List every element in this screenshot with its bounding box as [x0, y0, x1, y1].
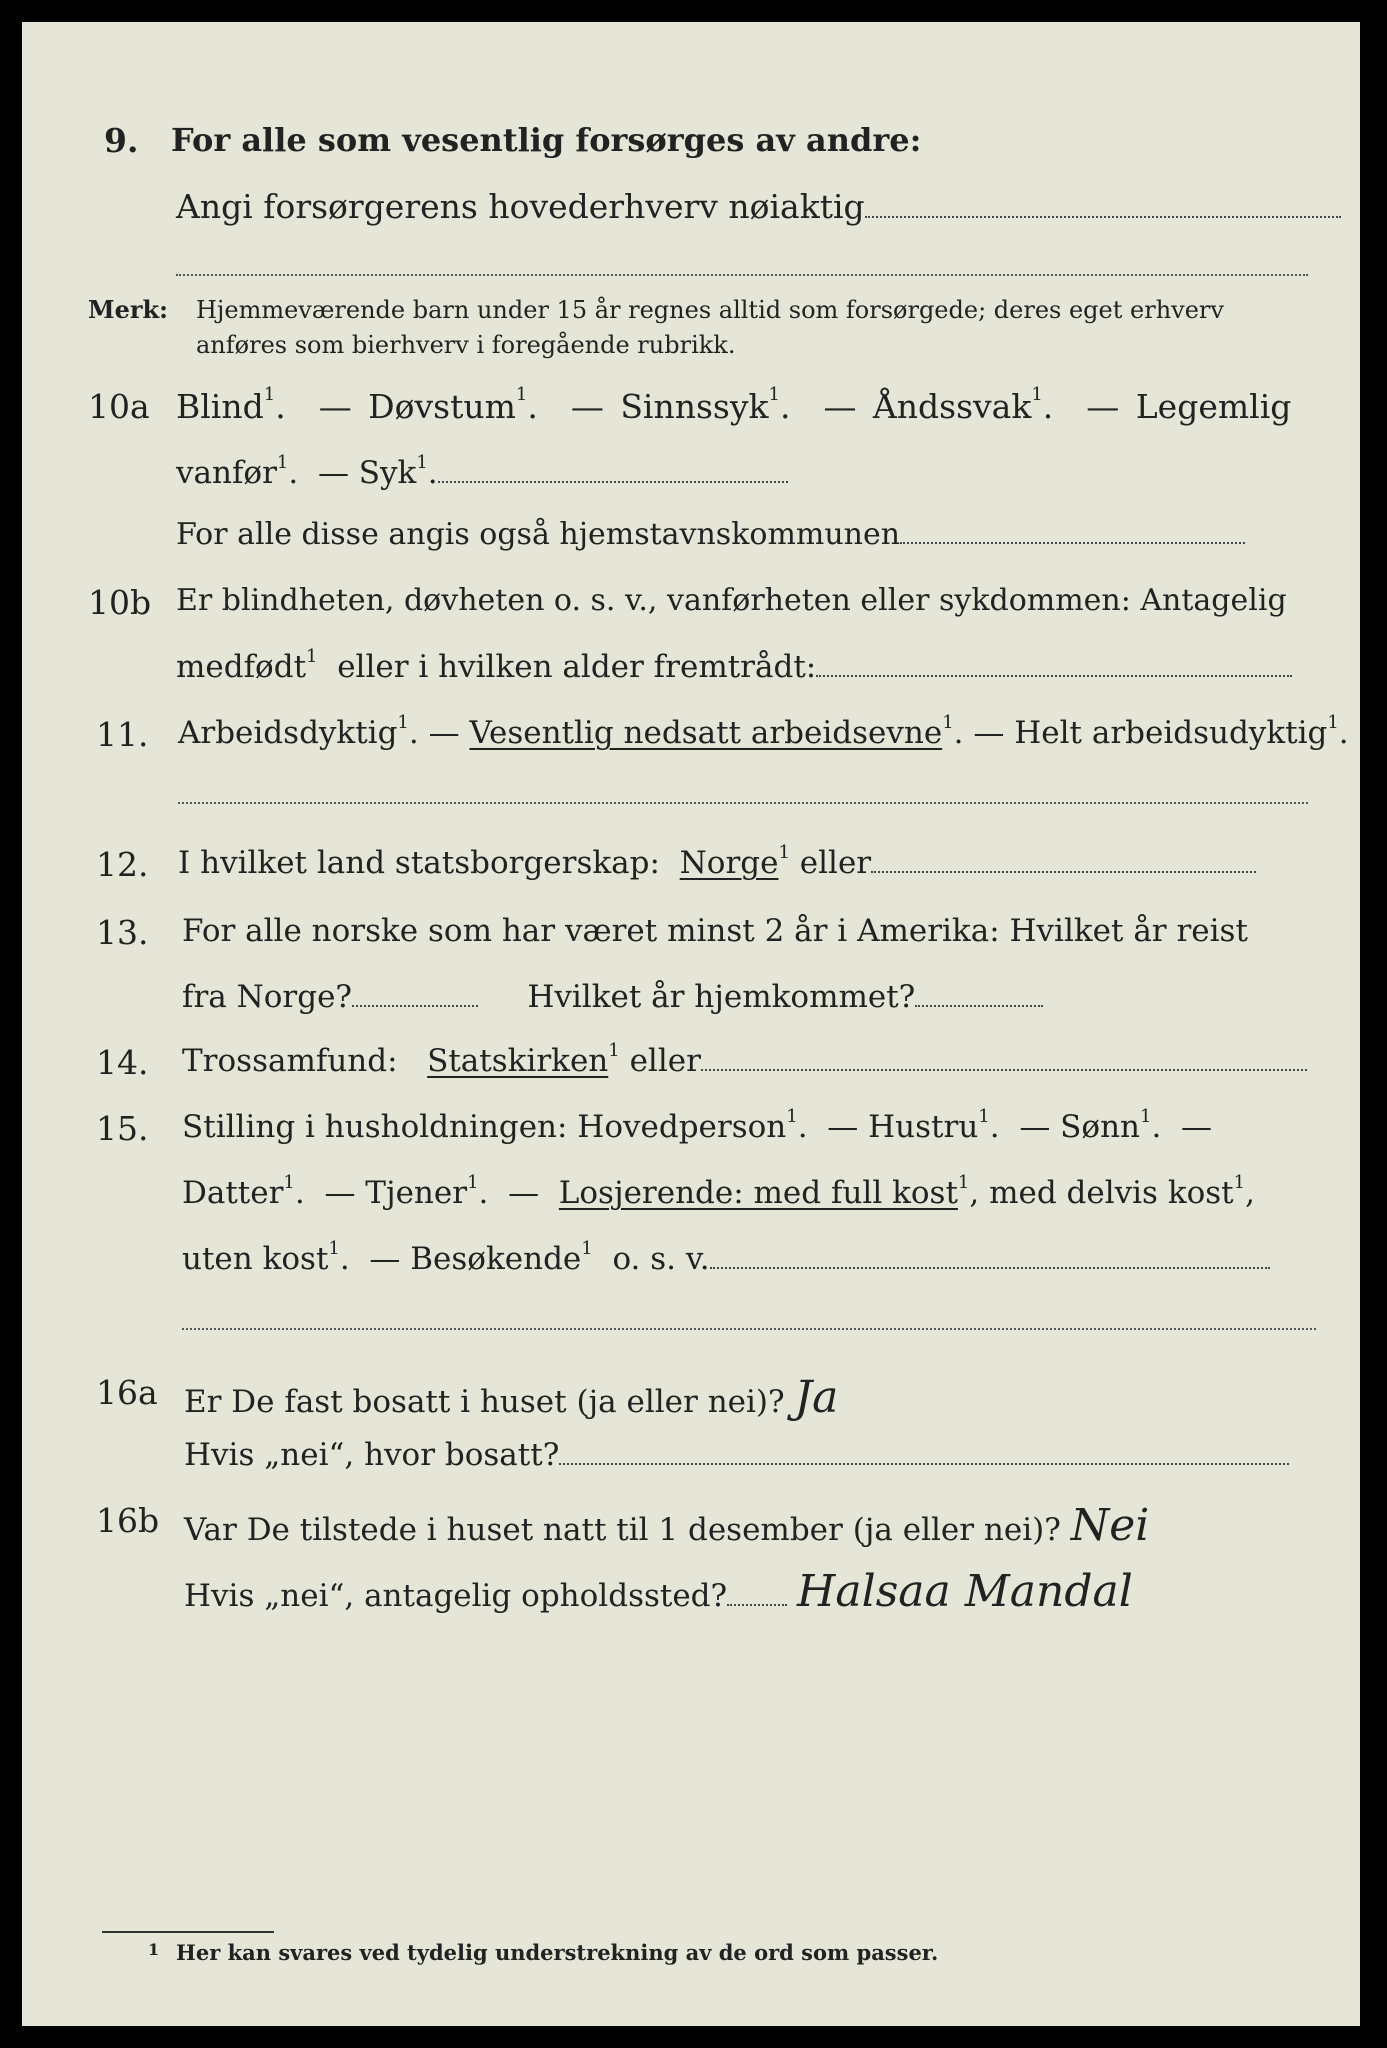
q15-number: 15. [96, 1109, 149, 1148]
q16b-answer-line[interactable] [727, 1603, 787, 1606]
q13-hjemkommet: Hvilket år hjemkommet? [527, 979, 916, 1015]
footnote-mark: 1 [768, 384, 780, 405]
footnote-mark: 1 [786, 1106, 798, 1127]
q13-line2 [182, 979, 1043, 1015]
q16a-line1 [184, 1372, 839, 1423]
q12-answer-line[interactable] [871, 870, 1256, 873]
footnote-mark: 1 [1031, 384, 1043, 405]
q10a-andssvak: — Åndssvak [823, 387, 1032, 426]
q10a-line3 [176, 517, 1245, 552]
q9-line2-text: Angi forsørgerens hovederhverv nøiaktig [176, 187, 865, 226]
q12-line1 [178, 842, 1256, 881]
q16a-number: 16a [96, 1373, 158, 1412]
q10a-hjemstavn-answer-line[interactable] [900, 541, 1245, 544]
q10a-blind: Blind [176, 387, 264, 426]
q11-vesentlig-nedsatt: Vesentlig nedsatt arbeidsevne [469, 715, 943, 751]
q14-statskirken: Statskirken [427, 1043, 609, 1079]
footnote-mark: 1 [467, 1172, 479, 1193]
q9-answer-line-2[interactable] [176, 274, 1308, 276]
q12-norge: Norge [679, 845, 779, 881]
q16b-handwritten-answer: Nei [1070, 1500, 1150, 1551]
footnote-mark: 1 [608, 1040, 620, 1061]
q11-number: 11. [96, 715, 149, 754]
q16b-number: 16b [96, 1501, 160, 1540]
q12-text: I hvilket land statsborgerskap: [178, 845, 660, 881]
q11-arbeidsdyktig: Arbeidsdyktig [178, 715, 398, 751]
q15-answer-line-2[interactable] [182, 1328, 1316, 1330]
q15-losjerende-full-kost: Losjerende: med full kost [558, 1175, 958, 1211]
footnote-mark: 1 [1140, 1106, 1152, 1127]
footnote-mark: 1 [263, 384, 276, 405]
q13-fra-norge: fra Norge? [182, 979, 353, 1015]
q12-eller: eller [799, 845, 872, 881]
q15-dash: — [1181, 1109, 1213, 1145]
q10b-number: 10b [88, 583, 152, 622]
q15-besokende: — Besøkende [369, 1241, 582, 1277]
q11-dash-1: — [428, 715, 460, 751]
q10a-line2: vanfør$^1$. — Syk$^1$. [176, 458, 788, 489]
q14-answer-line[interactable] [701, 1068, 1307, 1071]
q14-eller: eller [629, 1043, 701, 1079]
footnote-mark: 1 [942, 712, 954, 733]
q11-answer-line[interactable] [178, 802, 1308, 804]
q10a-legemlig: — Legemlig [1086, 387, 1292, 426]
q10b-medfodt: medfødt [176, 649, 307, 685]
footnote-mark-text: 1 [148, 1940, 160, 1959]
q10b-line2 [176, 646, 1292, 685]
q16b-question: Var De tilstede i huset natt til 1 desember (ja eller nei)? [184, 1512, 1061, 1548]
footnote-text: Her kan svares ved tydelig understrekning av de ord som passer. [176, 1940, 939, 1965]
q12-number: 12. [96, 845, 149, 884]
footnote-mark: 1 [283, 1172, 295, 1193]
footnote-mark: 1 [276, 452, 289, 473]
q15-line2: Datter$^1$. — Tjener$^1$. — Losjerende: med full kost$^1$, med delvis kost$^1$, [182, 1172, 1255, 1211]
footnote-mark: 1 [1327, 712, 1339, 733]
q15-hustru: — Hustru [827, 1109, 979, 1145]
q13-reist-answer-line[interactable] [352, 1004, 478, 1007]
footnote-mark: 1 [416, 452, 428, 473]
footnote-mark: 1 [581, 1238, 593, 1259]
q15-delvis-kost: , med delvis kost [969, 1175, 1234, 1211]
merk-label: Merk: [88, 295, 168, 324]
footnote-mark: 1 [957, 1172, 970, 1193]
q15-tjener: — Tjener [324, 1175, 468, 1211]
q11-line1: Arbeidsdyktig$^1$. — Vesentlig nedsatt arbeidsevne$^1$. — Helt arbeidsudyktig$^1$. [178, 712, 1349, 751]
q9-number: 9. [104, 121, 139, 160]
q16a-answer-line[interactable] [559, 1462, 1289, 1465]
q9-line1: For alle som vesentlig forsørges av andre: [171, 121, 922, 159]
q13-number: 13. [96, 913, 149, 952]
q10a-number: 10a [88, 387, 150, 426]
q15-uten-kost: uten kost [182, 1241, 329, 1277]
footnote-mark: 1 [515, 384, 528, 405]
q10b-answer-line[interactable] [816, 674, 1292, 677]
q10a-dovstum: — Døvstum [318, 387, 516, 426]
q16b-opholdssted: Hvis „nei“, antagelig opholdssted? [184, 1578, 728, 1614]
q16a-question: Er De fast bosatt i huset (ja eller nei)? [184, 1384, 785, 1420]
q15-sonn: — Sønn [1019, 1109, 1140, 1145]
q15-datter: Datter [182, 1175, 284, 1211]
q15-line3: uten kost$^1$. — Besøkende$^1$ o. s. v. [182, 1244, 1270, 1275]
footnote-rule [102, 1931, 274, 1933]
q16b-line2 [184, 1566, 1133, 1617]
q13-hjemkommet-answer-line[interactable] [915, 1004, 1043, 1007]
q11-dash-2: — [973, 715, 1005, 751]
q10a-line1: Blind$^1$. — Døvstum$^1$. — Sinnssyk$^1$. — Åndssvak$^1$. — Legemlig [176, 384, 1292, 426]
q9-line2 [176, 187, 1341, 226]
q10b-alder: eller i hvilken alder fremtrådt: [337, 649, 817, 685]
q15-answer-line[interactable] [710, 1266, 1270, 1269]
q15-dash-2: — [508, 1175, 540, 1211]
q14-line1 [182, 1040, 1307, 1079]
q14-text: Trossamfund: [182, 1043, 398, 1079]
q10a-vanfor: vanfør [176, 455, 277, 491]
footnote-mark: 1 [778, 842, 790, 863]
q10a-sinnssyk: — Sinnssyk [570, 387, 769, 426]
q10a-syk: — Syk [317, 455, 417, 491]
merk-line2: anføres som bierhverv i foregående rubrikk. [196, 331, 736, 359]
q16a-hvor-bosatt: Hvis „nei“, hvor bosatt? [184, 1437, 560, 1473]
q13-line1: For alle norske som har været minst 2 år i Amerika: Hvilket år reist [182, 913, 1248, 949]
footnote-mark: 1 [306, 646, 318, 667]
q9-answer-line[interactable] [865, 215, 1341, 218]
q16b-line1 [184, 1500, 1150, 1551]
merk-line1: Hjemmeværende barn under 15 år regnes alltid som forsørgede; deres eget erhverv [196, 296, 1224, 324]
footnote-mark: 1 [978, 1106, 990, 1127]
q11-helt-udyktig: Helt arbeidsudyktig [1014, 715, 1328, 751]
q10a-syk-answer-line[interactable] [438, 480, 788, 483]
q16a-handwritten-answer: Ja [794, 1372, 839, 1423]
q10b-line1: Er blindheten, døvheten o. s. v., vanførheten eller sykdommen: Antagelig [176, 583, 1287, 618]
q14-number: 14. [96, 1043, 149, 1082]
q15-line1: Stilling i husholdningen: Hovedperson$^1$. — Hustru$^1$. — Sønn$^1$. — [182, 1106, 1213, 1145]
q16b-handwritten-place: Halsaa Mandal [797, 1566, 1133, 1617]
q16a-line2 [184, 1437, 1289, 1473]
q10a-hjemstavn: For alle disse angis også hjemstavnskommunen [176, 517, 901, 552]
footnote-mark: 1 [1233, 1172, 1246, 1193]
q15-comma: , [1245, 1175, 1255, 1211]
q15-hovedperson: Stilling i husholdningen: Hovedperson [182, 1109, 787, 1145]
footnote-mark: 1 [397, 712, 409, 733]
footnote-mark: 1 [328, 1238, 340, 1259]
q15-osv: o. s. v. [612, 1241, 710, 1277]
